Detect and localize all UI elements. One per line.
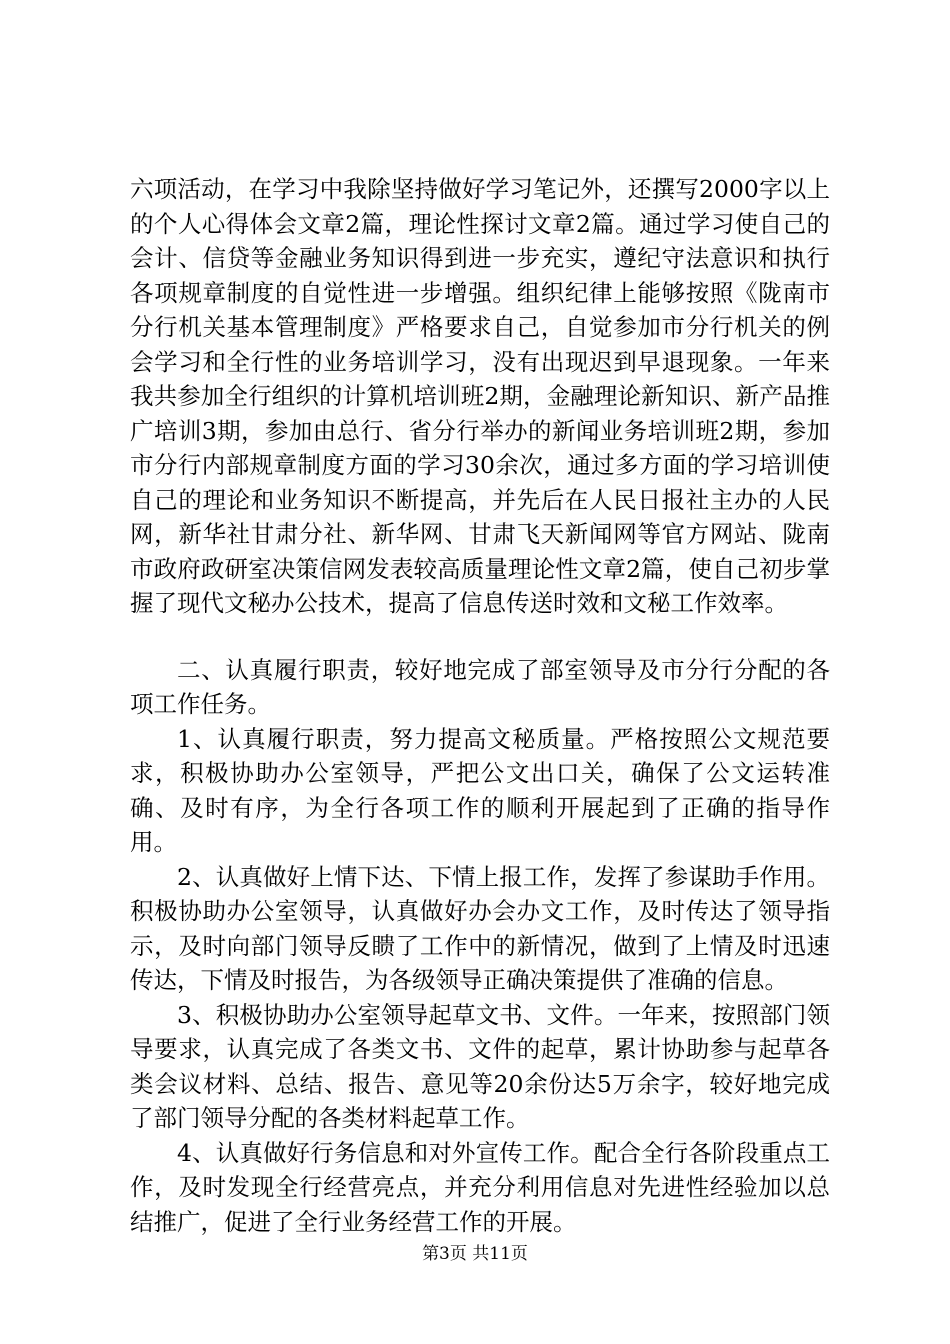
paragraph-item-3: 3、积极协助办公室领导起草文书、文件。一年来，按照部门领导要求，认真完成了各类文书、文件的起草，累计协助参与起草各类会议材料、总结、报告、意见等20余份达5万余字，较好地完成了部门领导分配的各类材料起草工作。 — [130, 1000, 830, 1132]
paragraph-item-2: 2、认真做好上情下达、下情上报工作，发挥了参谋助手作用。积极协助办公室领导，认真做好办会办文工作，及时传达了领导指示，及时向部门领导反瞆了工作中的新情况，做到了上情及时迅速传达，下情及时报告，为各级领导正确决策提供了准确的信息。 — [130, 862, 830, 994]
paragraph-item-1: 1、认真履行职责，努力提高文秘质量。严格按照公文规范要求，积极协助办公室领导，严把公文出口关，确保了公文运转准确、及时有序，为全行各项工作的顺利开展起到了正确的指导作用。 — [130, 724, 830, 856]
paragraph-item-4: 4、认真做好行务信息和对外宣传工作。配合全行各阶段重点工作，及时发现全行经营亮点，并充分利用信息对先进性经验加以总结推广，促进了全行业务经营工作的开展。 — [130, 1138, 830, 1236]
paragraph-study-activities: 六项活动，在学习中我除坚持做好学习笔记外，还撰写2000字以上的个人心得体会文章2篇，理论性探讨文章2篇。通过学习使自己的会计、信贷等金融业务知识得到进一步充实，遵纪守法意识和执行各项规章制度的自觉性进一步增强。组织纪律上能够按照《陇南市分行机关基本管理制度》严格要求自己，自觉参加市分行机关的例会学习和全行性的业务培训学习，没有出现迟到早退现象。一年来我共参加全行组织的计算机培训班2期，金融理论新知识、新产品推广培训3期，参加由总行、省分行举办的新闻业务培训班2期，参加市分行内部规章制度方面的学习30余次，通过多方面的学习培训使自己的理论和业务知识不断提高，并先后在人民日报社主办的人民网，新华社甘肃分社、新华网、甘肃飞天新闻网等官方网站、陇南市政府政研室决策信网发表较高质量理论性文章2篇，使自己初步掌握了现代文秘办公技术，提高了信息传送时效和文秘工作效率。 — [130, 175, 830, 617]
document-body — [130, 172, 830, 1239]
page-footer: 第3页 共11页 — [422, 1244, 528, 1264]
section-heading-duties: 二、认真履行职责，较好地完成了部室领导及市分行分配的各项工作任务。 — [130, 655, 830, 718]
